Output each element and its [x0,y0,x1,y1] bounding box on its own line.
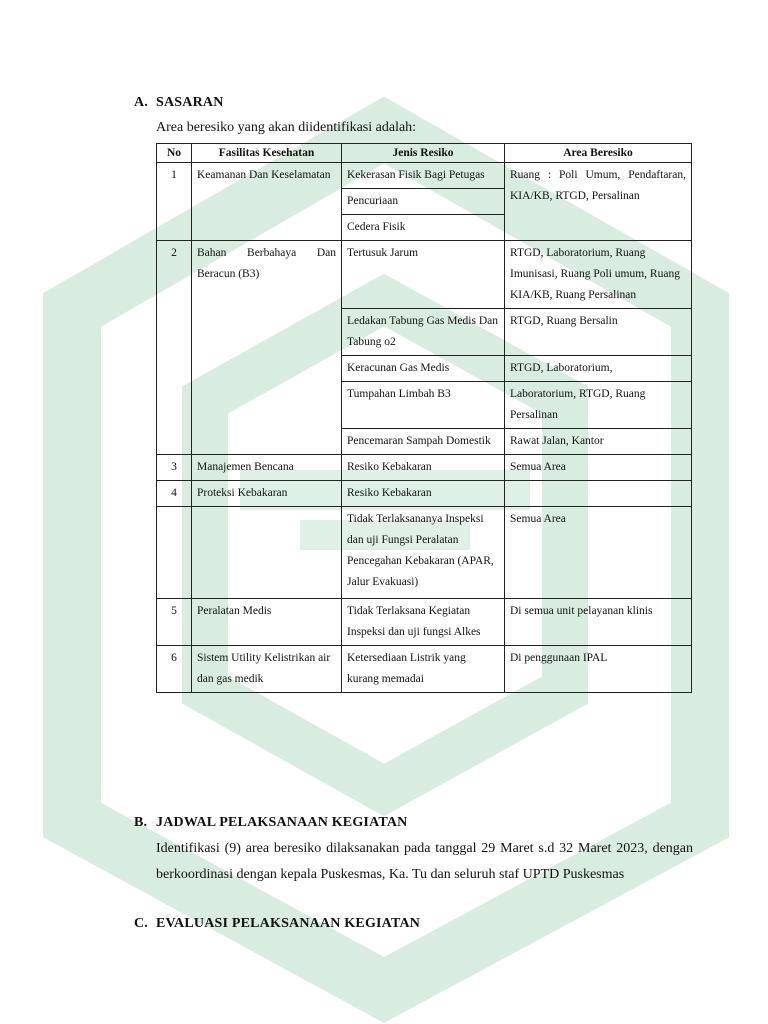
cell-area: Di penggunaan IPAL [505,646,692,693]
cell-area: Ruang : Poli Umum, Pendaftaran, KIA/KB, RTGD, Persalinan [505,163,692,241]
table-header-row [157,144,692,163]
cell-jenis: Tidak Terlaksananya Inspeksi dan uji Fungsi Peralatan Pencegahan Kebakaran (APAR, Jalur Evakuasi) [342,507,505,599]
cell-fasilitas: Proteksi Kebakaran [192,481,342,507]
table-row [157,163,692,189]
cell-fasilitas-empty [192,507,342,599]
section-b-heading [134,815,407,831]
cell-no: 4 [157,481,192,507]
cell-area: Laboratorium, RTGD, Ruang Persalinan [505,382,692,429]
section-b-body: Identifikasi (9) area beresiko dilaksanakan pada tanggal 29 Maret s.d 32 Maret 2023, dengan berkoordinasi dengan kepala Puskesmas, Ka. Tu dan seluruh staf UPTD Puskesmas [156,841,693,882]
cell-jenis: Tumpahan Limbah B3 [342,382,505,429]
cell-fasilitas: Keamanan Dan Keselamatan [192,163,342,241]
section-c-heading [134,916,420,932]
cell-no: 1 [157,163,192,241]
cell-jenis: Kekerasan Fisik Bagi Petugas [342,163,505,189]
section-a-letter: A. [134,95,149,110]
cell-no-empty [157,507,192,599]
cell-jenis: Pencemaran Sampah Domestik [342,429,505,455]
table-row [157,646,692,693]
cell-jenis: Resiko Kebakaran [342,455,505,481]
cell-jenis: Pencuriaan [342,189,505,215]
table-row [157,599,692,646]
cell-jenis: Cedera Fisik [342,215,505,241]
table-row [157,481,692,507]
header-jenis: Jenis Resiko [342,144,505,163]
header-area: Area Beresiko [505,144,692,163]
cell-area: Semua Area [505,455,692,481]
cell-jenis: Ledakan Tabung Gas Medis Dan Tabung o2 [342,309,505,356]
cell-fasilitas: Peralatan Medis [192,599,342,646]
cell-fasilitas: Bahan Berbahaya Dan Beracun (B3) [192,241,342,455]
table-row [157,455,692,481]
cell-no: 6 [157,646,192,693]
section-c-title: EVALUASI PELAKSANAAN KEGIATAN [156,916,421,931]
table-row [157,507,692,599]
cell-jenis: Keracunan Gas Medis [342,356,505,382]
header-fasilitas: Fasilitas Kesehatan [192,144,342,163]
cell-area [505,481,692,507]
cell-jenis: Ketersediaan Listrik yang kurang memadai [342,646,505,693]
section-a-title: SASARAN [156,95,224,110]
cell-area: Rawat Jalan, Kantor [505,429,692,455]
cell-area: RTGD, Laboratorium, [505,356,692,382]
section-c-letter: C. [134,916,149,931]
section-b-letter: B. [134,815,148,830]
table-row [157,241,692,309]
cell-jenis: Tidak Terlaksana Kegiatan Inspeksi dan uji fungsi Alkes [342,599,505,646]
cell-no: 2 [157,241,192,455]
section-b-title: JADWAL PELAKSANAAN KEGIATAN [156,815,408,830]
cell-no: 3 [157,455,192,481]
cell-area: RTGD, Ruang Bersalin [505,309,692,356]
cell-fasilitas: Manajemen Bencana [192,455,342,481]
cell-area: Di semua unit pelayanan klinis [505,599,692,646]
cell-area: Semua Area [505,507,692,599]
cell-no: 5 [157,599,192,646]
section-a-intro: Area beresiko yang akan diidentifikasi adalah: [156,120,417,135]
risk-table [156,143,692,693]
cell-jenis: Resiko Kebakaran [342,481,505,507]
section-a-heading [134,95,224,111]
cell-fasilitas: Sistem Utility Kelistrikan air dan gas medik [192,646,342,693]
header-no: No [157,144,192,163]
cell-area: RTGD, Laboratorium, Ruang Imunisasi, Ruang Poli umum, Ruang KIA/KB, Ruang Persalinan [505,241,692,309]
cell-jenis: Tertusuk Jarum [342,241,505,309]
